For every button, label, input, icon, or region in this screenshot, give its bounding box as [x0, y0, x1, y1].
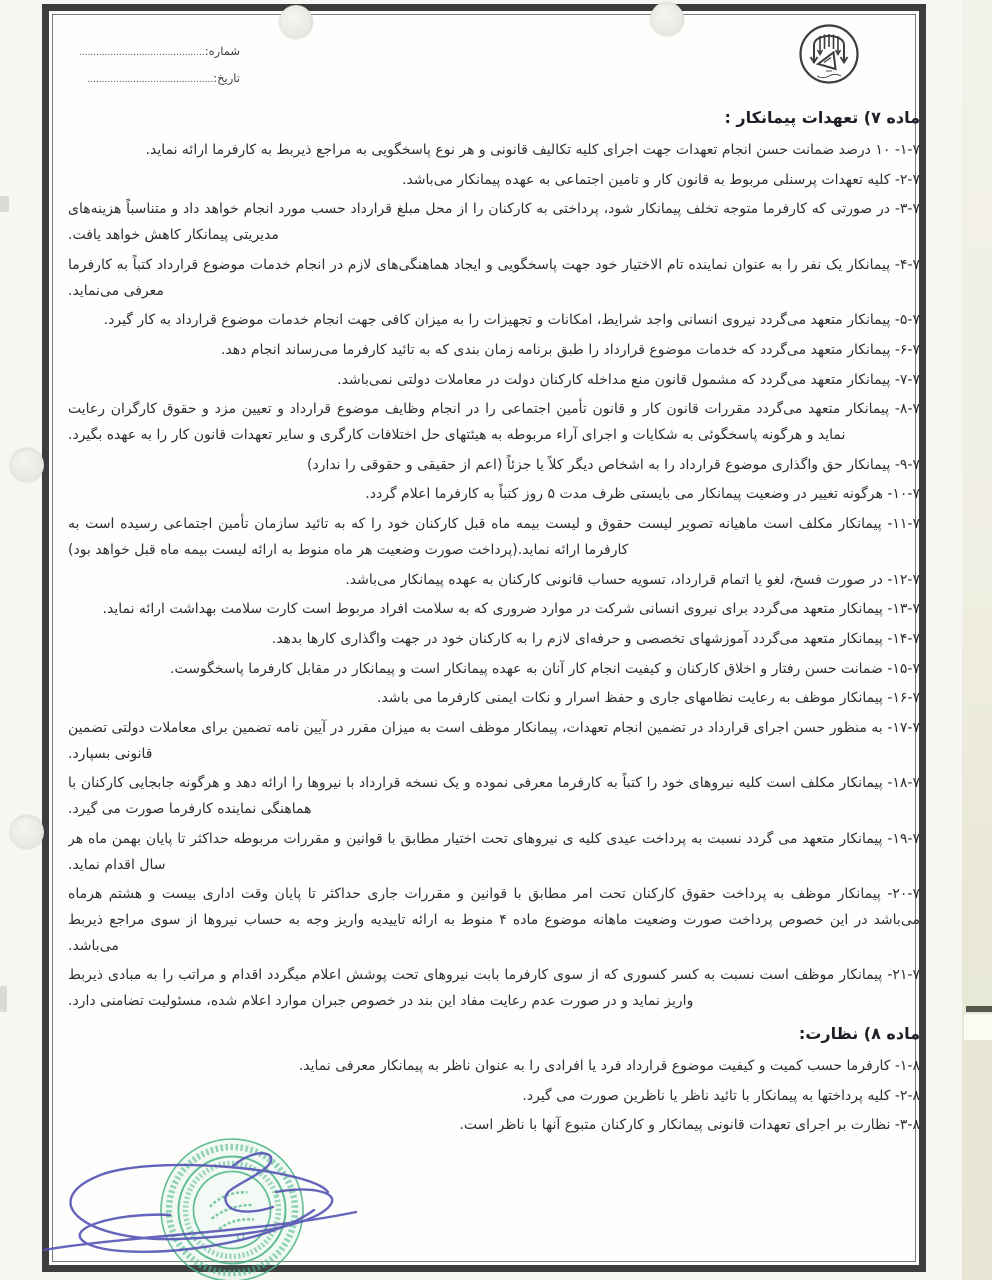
contract-clause — [68, 368, 920, 394]
organization-logo-icon — [797, 20, 861, 88]
clause-number: ۱۳-۷- — [887, 601, 920, 618]
clause-number: ۱۰-۷- — [887, 486, 920, 503]
scan-edge-highlight — [964, 1014, 992, 1040]
number-label: شماره: — [204, 44, 240, 58]
scan-edge-dark-line — [966, 1006, 992, 1012]
clause-text: پیمانکار مکلف است کلیه نیروهای خود را کتباً به کارفرما معرفی نموده و یک نسخه قرارداد با نیروها را ارائه دهد و هرگونه جابجایی کارکنان با هماهنگی نماینده کارفرما صورت می گیرد. — [68, 775, 883, 818]
contract-clause — [68, 338, 920, 364]
clause-text: در صورت فسخ، لغو یا اتمام قرارداد، تسویه حساب قانونی کارکنان به عهده پیمانکار می‌باشد. — [345, 571, 883, 588]
contract-clause — [68, 397, 920, 448]
reference-fields — [78, 44, 240, 98]
clause-number: ۱۴-۷- — [887, 630, 920, 647]
contract-clause — [68, 686, 920, 712]
contract-clause — [68, 308, 920, 334]
clause-text: کلیه تعهدات پرسنلی مربوط به قانون کار و تامین اجتماعی به عهده پیمانکار می‌باشد. — [402, 171, 891, 188]
contract-clause — [68, 482, 920, 508]
clause-number: ۱-۷- — [894, 142, 920, 158]
clause-number: ۸-۷- — [894, 401, 920, 418]
clause-text: پیمانکار موظف است نسبت به کسر کسوری که از سوی کارفرما بابت نیروهای تحت پوشش اعلام میگردد اقدام و مراتب را به مبادی ذیربط واریز نماید و در صورت عدم رعایت مفاد این بند در خصوص جبران موارد اعلام شده، مسئولیت تضامنی دارد. — [68, 967, 883, 1010]
clause-text: ۱۰ درصد ضمانت حسن انجام تعهدات جهت اجرای کلیه تکالیف قانونی و هر نوع پاسخگویی به مراجع ذیربط به کارفرما ارائه نماید. — [145, 142, 891, 158]
clause-text: کلیه پرداختها به پیمانکار با تائید ناظر یا ناظرین صورت می گیرد. — [522, 1087, 891, 1104]
clause-text: به منظور حسن اجرای قرارداد در تضمین انجام تعهدات، پیمانکار موظف است به میزان مقرر در آیین نامه تضمین برای معاملات دولتی تضمین قانونی بسپارد. — [68, 720, 883, 762]
clause-number: ۲۰-۷- — [887, 886, 920, 903]
clause-text: پیمانکار متعهد می‌گردد که خدمات موضوع قرارداد را طبق برنامه زمان بندی که به تائید کارفرما می‌رساند انجام دهد. — [220, 341, 891, 358]
clause-number: ۱۵-۷- — [887, 660, 920, 677]
contract-clause — [68, 963, 920, 1014]
clause-text: در صورتی که کارفرما متوجه تخلف پیمانکار شود، پرداختی به کارکنان را از محل مبلغ قرارداد حسب مورد انجام خواهد داد و متناسباً هزینه‌های مدیریتی پیمانکار کاهش خواهد یافت. — [68, 201, 890, 244]
signature-scribble — [28, 1138, 358, 1273]
clause-number: ۹-۷- — [894, 456, 920, 473]
contract-clause — [68, 716, 920, 767]
contract-clause — [68, 197, 920, 248]
clause-text: پیمانکار یک نفر را به عنوان نماینده تام الاختیار خود جهت پاسخگویی و ایجاد هماهنگی‌های لازم در انجام خدمات موضوع قرارداد کتباً به کارفرما معرفی می‌نماید. — [68, 256, 891, 299]
contract-clause — [68, 453, 920, 479]
clause-text: نظارت بر اجرای تعهدات قانونی پیمانکار و کارکنان متبوع آنها با ناظر است. — [459, 1117, 891, 1134]
punch-hole — [279, 5, 313, 39]
punch-hole — [10, 815, 44, 849]
contract-clause — [68, 882, 920, 959]
clause-number: ۱۱-۷- — [887, 516, 920, 533]
article7-title: ماده ۷) تعهدات پیمانکار : — [724, 108, 920, 127]
clause-number: ۳-۸- — [894, 1117, 920, 1134]
contract-clause — [68, 512, 920, 563]
number-dotted-line: ............................................ — [78, 48, 205, 58]
contract-clause — [68, 1084, 920, 1110]
contract-clause — [68, 771, 920, 822]
clause-number: ۲-۷- — [894, 171, 920, 188]
contract-clause — [68, 657, 920, 683]
clause-text: پیمانکار حق واگذاری موضوع قرارداد را به اشخاص دیگر کلاً یا جزئاً (اعم از حقیقی و حقوقی را ندارد) — [306, 456, 891, 473]
clause-text: پیمانکار متعهد می‌گردد برای نیروی انسانی شرکت در موارد ضروری که به سلامت افراد مربوط است کارت سلامت بهداشت ارائه نماید. — [102, 601, 883, 618]
clause-number: ۶-۷- — [894, 341, 920, 358]
clause-number: ۱۲-۷- — [887, 571, 920, 588]
clause-number: ۱۶-۷- — [887, 690, 920, 707]
clause-number: ۱۹-۷- — [887, 830, 920, 847]
scan-smudge — [0, 986, 7, 1012]
clause-text: پیمانکار موظف به پرداخت حقوق کارکنان تحت امر مطابق با قوانین و مقررات جاری حداکثر تا پایان وقت اداری بیست و هشتم هرماه می‌باشد در این خصوص پرداخت صورت وضعیت ماهانه موضوع ماده ۴ منوط به ارائه تاییدیه واریز وجه به حساب نیروها از سوی مراجع ذیربط می‌باشد. — [68, 886, 920, 954]
article8-title: ماده ۸) نظارت: — [798, 1023, 920, 1043]
clause-number: ۴-۷- — [894, 256, 920, 273]
clause-number: ۵-۷- — [894, 312, 920, 329]
contract-clause — [68, 568, 920, 594]
clause-number: ۲۱-۷- — [887, 967, 920, 984]
document-body — [68, 108, 920, 1268]
article8-clauses — [68, 1054, 920, 1139]
clause-number: ۱۸-۷- — [887, 775, 920, 792]
clause-text: پیمانکار متعهد می‌گردد که مشمول قانون منع مداخله کارکنان دولت در معاملات دولتی نمی‌باشد. — [337, 371, 891, 388]
clause-number: ۳-۷- — [894, 201, 920, 218]
clause-text: ضمانت حسن رفتار و اخلاق کارکنان و کیفیت انجام کار آنان به عهده پیمانکار است و پیمانکار در مقابل کارفرما پاسخگوست. — [170, 660, 883, 677]
scan-smudge — [0, 196, 9, 212]
scan-edge-background — [962, 0, 992, 1280]
clause-text: پیمانکار متعهد می‌گردد مقررات قانون کار و قانون تأمین اجتماعی را در انجام وظایف موضوع قرارداد و تعیین مزد و حقوق کارگران رعایت نماید و هرگونه پاسخگوئی به شکایات و اجرای آراء مربوطه به هیئتهای حل اختلافات کارگری و سایر تعهدات قانون کار را به عهده بگیرد. — [68, 401, 890, 444]
punch-hole — [650, 2, 684, 36]
date-label: تاریخ: — [213, 71, 240, 85]
number-field — [78, 44, 240, 58]
contract-clause — [68, 627, 920, 653]
clause-number: ۱-۸- — [894, 1057, 920, 1074]
punch-hole — [10, 448, 44, 482]
clause-text: هرگونه تغییر در وضعیت پیمانکار می بایستی ظرف مدت ۵ روز کتباً به کارفرما اعلام گردد. — [365, 486, 883, 503]
contract-clause — [68, 827, 920, 878]
clause-text: پیمانکار متعهد می گردد نسبت به پرداخت عیدی کلیه ی نیروهای تحت اختیار مطابق با قوانین و مقررات مربوطه حداکثر تا پایان بهمن ماه هر سال اقدام نماید. — [68, 830, 883, 873]
contract-clause — [68, 1054, 920, 1080]
contract-clause — [68, 168, 920, 194]
clause-text: پیمانکار متعهد می‌گردد آموزشهای تخصصی و حرفه‌ای لازم را به کارکنان خود در جهت واگذاری کارها بدهد. — [271, 630, 883, 647]
contract-clause — [68, 597, 920, 623]
contract-clause — [68, 138, 920, 164]
date-field — [87, 71, 240, 85]
clause-text: کارفرما حسب کمیت و کیفیت موضوع قرارداد فرد یا افرادی را به عنوان ناظر به پیمانکار معرفی نماید. — [298, 1057, 891, 1074]
clause-number: ۲-۸- — [894, 1087, 920, 1104]
contract-clause — [68, 253, 920, 304]
clause-number: ۷-۷- — [894, 371, 920, 388]
article7-clauses — [68, 138, 920, 1015]
clause-number: ۱۷-۷- — [887, 720, 920, 737]
clause-text: پیمانکار مکلف است ماهیانه تصویر لیست حقوق و لیست بیمه ماه قبل کارکنان خود را که به تائید سازمان تأمین اجتماعی رسیده است به کارفرما ارائه نماید.(پرداخت صورت وضعیت هر ماه منوط به ارائه لیست بیمه ماه قبل خواهد بود) — [68, 516, 882, 558]
clause-text: پیمانکار متعهد می‌گردد نیروی انسانی واجد شرایط، امکانات و تجهیزات را به میزان کافی جهت انجام خدمات موضوع قرارداد به کار گیرد. — [103, 312, 891, 329]
date-dotted-line: ............................................ — [87, 75, 214, 85]
clause-text: پیمانکار موظف به رعایت نظامهای جاری و حفظ اسرار و نکات ایمنی کارفرما می باشد. — [377, 690, 883, 707]
